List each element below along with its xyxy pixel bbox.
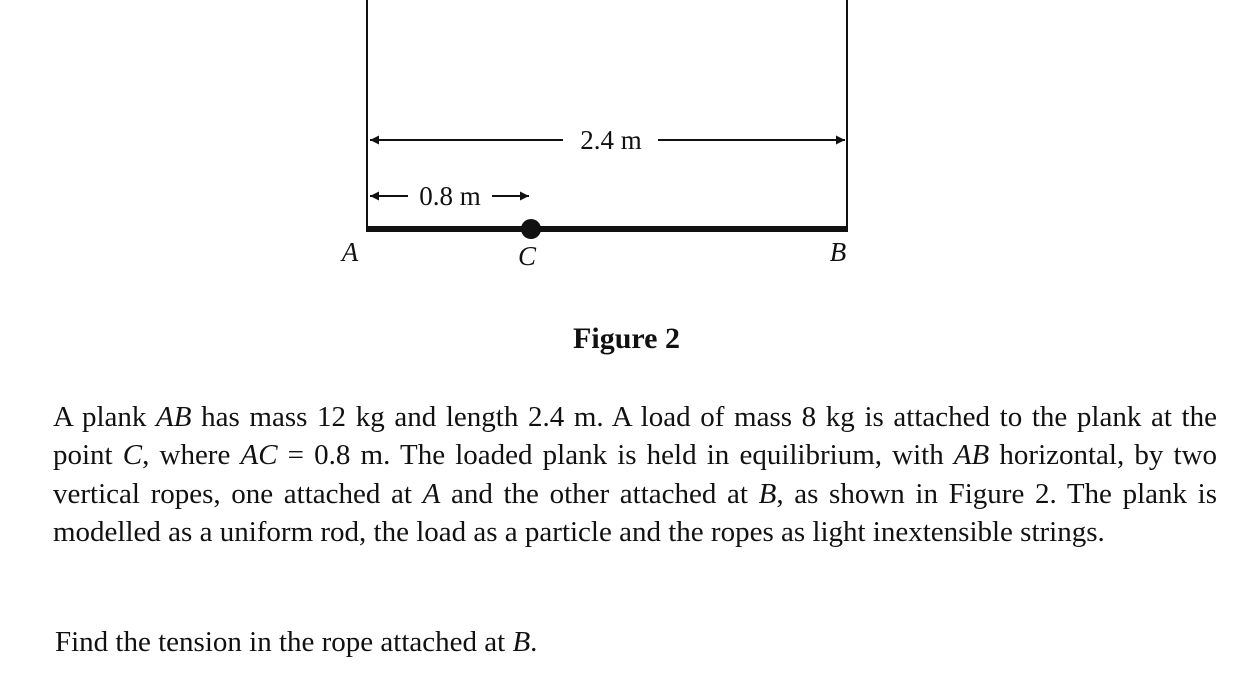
- question-text-part: Find the tension in the rope attached at: [55, 626, 513, 658]
- problem-text-part: and the other attached at: [440, 477, 759, 510]
- question-text-part: .: [530, 626, 538, 658]
- variable-c: C: [122, 439, 143, 472]
- variable-ac: AC: [240, 439, 278, 472]
- problem-text-part: , where: [142, 439, 241, 472]
- variable-b: B: [758, 477, 777, 510]
- problem-text-part: has mass 12 kg and length 2.4 m. A load of mass 8 kg is attached to the plank at the point: [53, 401, 1217, 472]
- problem-text: [53, 398, 1217, 551]
- point-a-label: A: [341, 237, 359, 267]
- variable-a: A: [422, 477, 441, 510]
- load-c: [521, 219, 541, 239]
- figure-caption: Figure 2: [573, 322, 680, 355]
- point-c-label: C: [517, 241, 537, 271]
- variable-b: B: [512, 626, 531, 658]
- problem-text-part: , as shown in Figure 2. The plank is modelled as a uniform rod, the load as a particle and the ropes as light inextensible strings.: [53, 477, 1217, 548]
- problem-text-part: = 0.8 m. The loaded plank is held in equilibrium, with: [277, 439, 954, 472]
- figure-diagram: [0, 0, 1253, 300]
- problem-text-part: horizontal, by two vertical ropes, one attached at: [53, 439, 1218, 510]
- length-ab-label: 2.4 m: [580, 125, 642, 155]
- question-text: [55, 626, 537, 659]
- point-b-label: B: [829, 237, 847, 267]
- variable-ab: AB: [156, 401, 192, 433]
- length-ac-label: 0.8 m: [419, 181, 481, 211]
- problem-text-part: A plank: [53, 401, 157, 433]
- variable-ab: AB: [953, 439, 990, 472]
